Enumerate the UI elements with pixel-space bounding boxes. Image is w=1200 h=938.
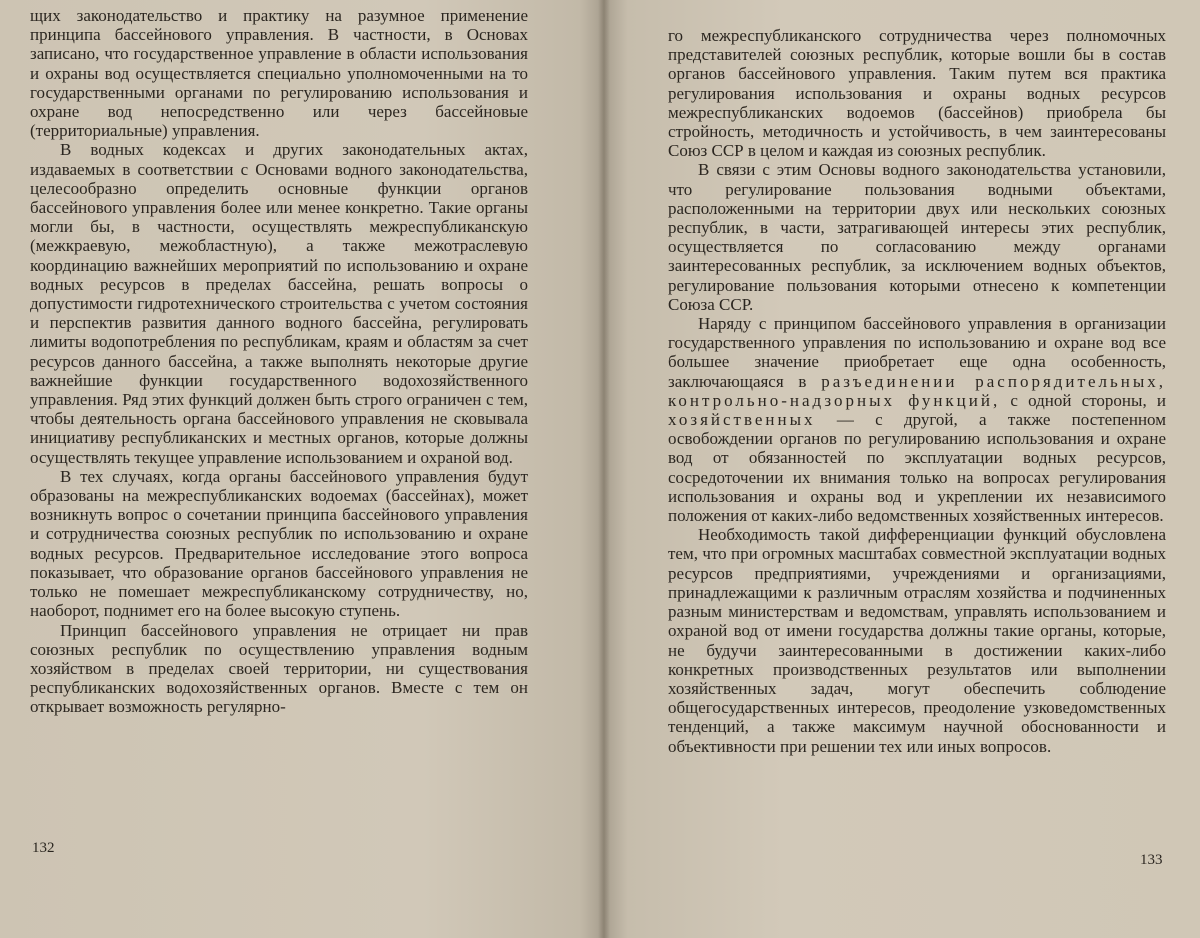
- left-page-text: [30, 6, 528, 717]
- spaced-emphasis: разъединении распорядительных, контрольно-надзорных функций,: [668, 371, 1166, 410]
- paragraph-text: с одной стороны, и: [1000, 390, 1166, 410]
- paragraph-text: — с другой, а также постепенном освобождении органов по регулированию использования и охране вод от обязанностей по эксплуатации водных ресурсов, сосредоточении их внимания только на вопросах регулирования использования и охраны вод и укреплении их независимого положения от каких-либо ведомственных хозяйственных интересов.: [668, 410, 1166, 526]
- spaced-emphasis: хозяйственных: [668, 410, 816, 430]
- paragraph-text: Наряду с принципом бассейнового управления в организации государственного управления по использованию и охране вод все большее значение приобретает еще одна особенность, заключающаяся в: [668, 314, 1166, 391]
- page-number-left: 132: [32, 840, 55, 856]
- paragraph: [668, 314, 1166, 525]
- right-page: [604, 0, 1200, 938]
- paragraph: щих законодательство и практику на разумное применение принципа бассейнового управления. В частности, в Основах записано, что государственное управление в области использования и охраны вод осуществляется специально уполномоченными на то государственными органами по регулированию использования и охране вод непосредственно или через бассейновые (территориальные) управления.: [30, 6, 528, 141]
- paragraph: Необходимость такой дифференциации функций обусловлена тем, что при огромных масштабах совместной эксплуатации водных ресурсов предприятиями, учреждениями и организациями, принадлежащими к различным отраслям хозяйства и подчиненных разным министерствам и ведомствам, управлять использованием и охраной вод от имени государства должны такие органы, которые, не будучи заинтересованными в достижении каких-либо конкретных производственных результатов или выполнении хозяйственных задач, могут обеспечить соблюдение общегосударственных интересов, преодоление узковедомственных тенденций, а также максимум научной обоснованности и объективности при решении тех или иных вопросов.: [668, 525, 1166, 756]
- paragraph: го межреспубликанского сотрудничества через полномочных представителей союзных республик, которые вошли бы в состав органов бассейнового управления. Таким путем вся практика регулирования использования и охраны водных ресурсов межреспубликанских водоемов (бассейнов) приобрела бы стройность, методичность и устойчивость, в чем заинтересованы Союз ССР в целом и каждая из союзных республик.: [668, 26, 1166, 161]
- paragraph: В водных кодексах и других законодательных актах, издаваемых в соответствии с Основами водного законодательства, целесообразно определить основные функции органов бассейнового управления более или менее конкретно. Такие органы могли бы, в частности, осуществлять межреспубликанскую (межкраевую, межобластную), а также межотраслевую координацию важнейших мероприятий по использованию и охране водных ресурсов в пределах бассейна, решать вопросы о допустимости гидротехнического строительства с учетом состояния и перспектив развития данного водного бассейна, регулировать лимиты водопотребления по республикам, краям и областям за счет ресурсов данного бассейна, а также выполнять некоторые другие важнейшие функции государственного водохозяйственного управления. Ряд этих функций должен быть строго ограничен с тем, чтобы деятельность органа бассейнового управления не сковывала инициативу республиканских и местных органов, которые должны осуществлять текущее управление использованием и охраной вод.: [30, 140, 528, 467]
- paragraph: В связи с этим Основы водного законодательства установили, что регулирование пользования водными объектами, расположенными на территории двух или нескольких союзных республик, в части, затрагивающей интересы этих республик, осуществляется по согласованию между органами заинтересованных республик, за исключением водных объектов, регулирование пользования которыми отнесено к компетенции Союза ССР.: [668, 160, 1166, 314]
- paragraph: Принцип бассейнового управления не отрицает ни прав союзных республик по осуществлению управления водным хозяйством в пределах своей территории, ни существования республиканских водохозяйственных органов. Вместе с тем он открывает возможность регулярно-: [30, 620, 528, 717]
- paragraph: В тех случаях, когда органы бассейнового управления будут образованы на межреспубликанских водоемах (бассейнах), может возникнуть вопрос о сочетании принципа бассейнового управления и сотрудничества союзных республик по использованию и охране водных ресурсов. Предварительное исследование этого вопроса показывает, что образование органов бассейнового управления не только не помешает межреспубликанскому сотрудничеству, но, наоборот, поднимет его на более высокую ступень.: [30, 466, 528, 621]
- right-page-text: [668, 26, 1166, 756]
- page-number-right: 133: [1140, 852, 1163, 868]
